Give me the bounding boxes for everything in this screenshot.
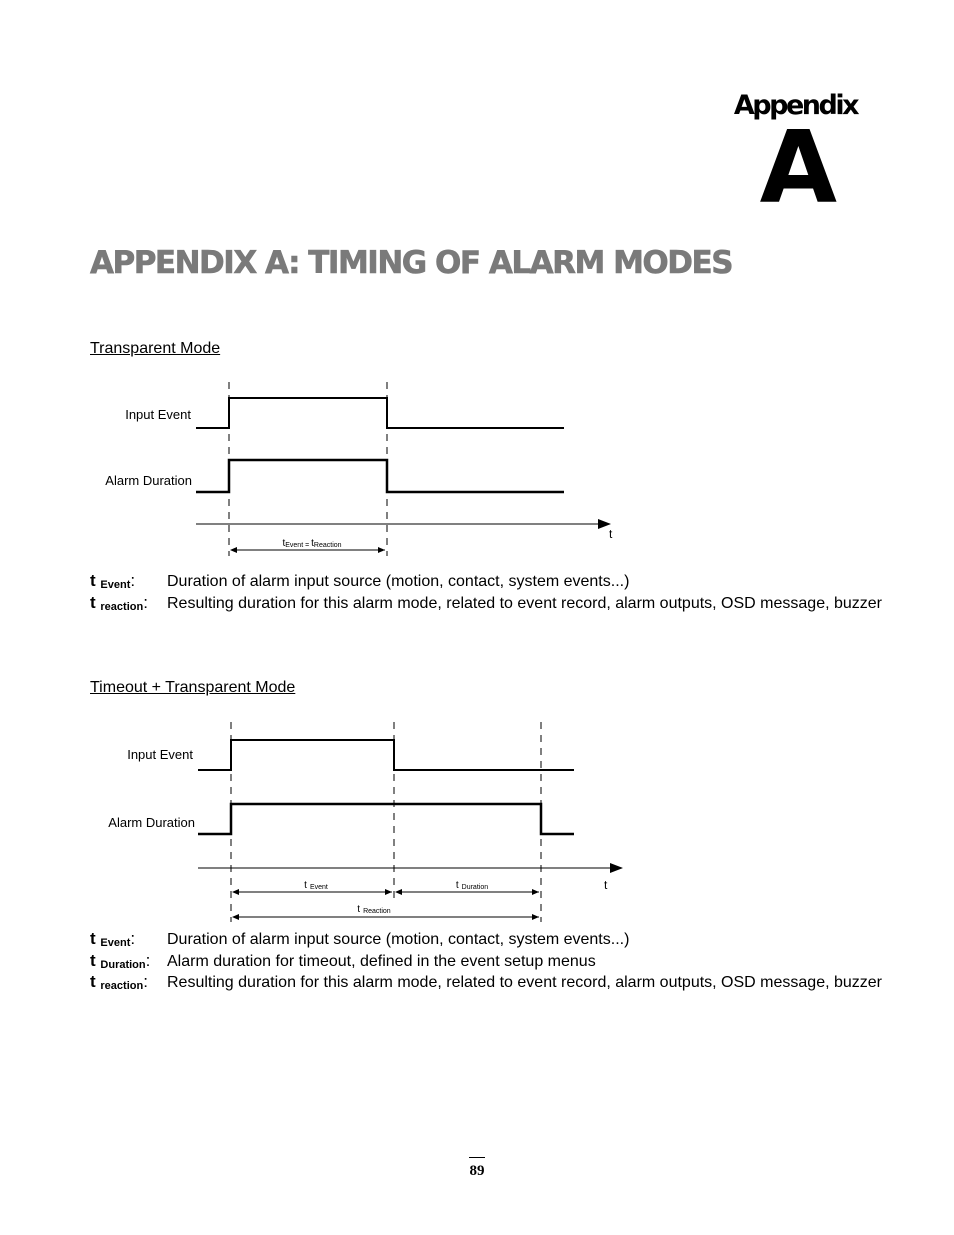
reaction-span-label: t Reaction — [357, 904, 391, 915]
appendix-word: Appendix — [733, 90, 857, 121]
timeout-transparent-mode-timing-diagram — [0, 710, 954, 930]
page-number: 89 — [469, 1163, 485, 1179]
definition-t-event: t $_{Event}$: Duration of alarm input source (motion, contact, system events...) — [90, 929, 630, 949]
section-heading-transparent-mode: Transparent Mode — [90, 340, 221, 357]
input-event-label: Input Event — [127, 747, 193, 762]
transparent-mode-timing-diagram — [0, 370, 954, 570]
input-event-waveform — [198, 740, 574, 770]
definition-t-reaction: t $_{reaction}$: Resulting duration for this alarm mode, related to event record, alarm outputs, OSD message, buzzer — [90, 593, 883, 613]
time-axis-label: t — [604, 878, 608, 892]
event-span-label: t Event — [304, 880, 328, 891]
time-axis-label: t — [609, 527, 613, 541]
alarm-duration-waveform — [196, 460, 564, 492]
definition-t-event: t $_{Event}$: Duration of alarm input source (motion, contact, system events...) — [90, 571, 630, 591]
alarm-duration-label: Alarm Duration — [108, 815, 195, 830]
input-event-waveform — [196, 398, 564, 428]
alarm-duration-waveform — [198, 804, 574, 834]
event-reaction-span-label: tEvent = tReaction — [282, 538, 342, 549]
definition-t-duration: t $_{Duration}$: Alarm duration for timeout, defined in the event setup menus — [90, 951, 596, 971]
page-title: APPENDIX A: TIMING OF ALARM MODES — [90, 245, 733, 281]
page-number-rule — [469, 1157, 485, 1158]
alarm-duration-label: Alarm Duration — [105, 473, 192, 488]
section-heading-timeout-transparent-mode: Timeout + Transparent Mode — [90, 679, 296, 696]
input-event-label: Input Event — [125, 407, 191, 422]
duration-span-label: t Duration — [455, 880, 489, 891]
appendix-letter: A — [759, 109, 837, 226]
definition-t-reaction: t $_{reaction}$: Resulting duration for this alarm mode, related to event record, alarm outputs, OSD message, buzzer — [90, 972, 883, 992]
